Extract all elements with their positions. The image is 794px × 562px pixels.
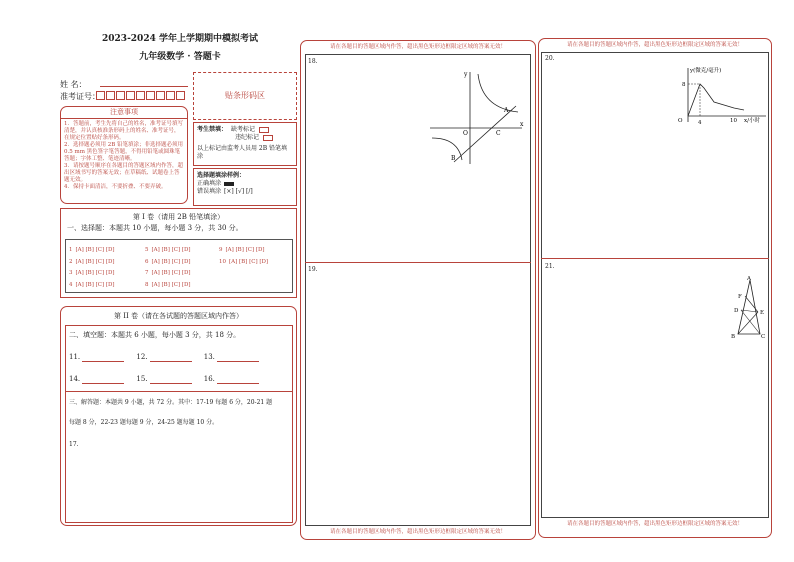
choice-row-2[interactable]: 2 [A] [B] [C] [D] <box>69 258 115 265</box>
notice-item: 3．请按题号顺序在各题目的答题区域内作答，超出区域书写的答案无效；在草稿纸、试题卷上答题无效。 <box>64 163 184 183</box>
label-eight: 8 <box>682 82 686 88</box>
id-box[interactable] <box>96 91 105 100</box>
label-x: x/小时 <box>744 118 760 124</box>
id-box[interactable] <box>116 91 125 100</box>
name-field[interactable] <box>100 86 188 87</box>
wrong-fill-marks: [×] [√] [/] <box>224 188 253 195</box>
wrong-fill-label: 错误填涂 <box>197 188 222 195</box>
question-21-number: 21. <box>545 263 555 270</box>
concentration-curve <box>688 84 744 116</box>
question-17-number: 17. <box>69 441 79 448</box>
graph-20 <box>674 64 770 128</box>
choice-col-2 <box>145 245 192 291</box>
label-four: 4 <box>698 120 702 126</box>
blank-16[interactable] <box>217 377 259 384</box>
id-box[interactable] <box>146 91 155 100</box>
status-note: 以上标记由监考人员用 2B 铅笔填涂 <box>197 145 288 160</box>
id-boxes[interactable] <box>96 91 186 100</box>
solve-instruction-2: 每题 8 分，22-23 题每题 9 分，24-25 题每题 10 分。 <box>69 419 219 426</box>
choice-row-7[interactable]: 7 [A] [B] [C] [D] <box>145 270 191 276</box>
segment-dc <box>741 310 760 334</box>
notice-item: 1．答题前，考生先将自己的姓名，准考证号填写清楚，并认真核准条形码上的姓名、准考证号，在规定位置贴好条形码。 <box>64 121 184 141</box>
id-box[interactable] <box>106 91 115 100</box>
label-o: O <box>678 118 683 124</box>
solve-instruction-1: 三、解答题：本题共 9 小题，共 72 分。其中：17-19 每题 6 分，20-21 题 <box>69 399 273 406</box>
choice-row-4[interactable]: 4 [A] [B] [C] [D] <box>69 281 115 288</box>
part2-box <box>60 306 297 526</box>
label-f: F <box>738 294 742 300</box>
fill-example-title: 选择题填涂样例： <box>197 172 246 179</box>
choice-col-1 <box>69 245 116 291</box>
label-a: A <box>504 107 509 114</box>
id-box[interactable] <box>176 91 185 100</box>
triangle-abc <box>738 280 760 334</box>
segment-fe <box>745 296 758 312</box>
warning-bottom-right: 请在各题目的答题区域内作答，超出黑色矩形边框限定区域的答案无效！ <box>566 521 743 527</box>
choice-row-1[interactable]: 1 [A] [B] [C] [D] <box>69 247 115 253</box>
status-box <box>193 122 297 166</box>
id-box[interactable] <box>136 91 145 100</box>
choice-row-8[interactable]: 8 [A] [B] [C] [D] <box>145 281 191 288</box>
blank-row-2: 14. 15. 16. <box>69 375 259 384</box>
segment-be <box>738 312 758 334</box>
graph-21 <box>730 274 770 342</box>
absent-checkbox[interactable] <box>259 127 269 133</box>
blank-13[interactable] <box>217 355 259 362</box>
name-label: 姓 名： <box>60 80 87 89</box>
divider <box>65 391 293 392</box>
violation-label: 违纪标记 <box>235 134 260 141</box>
filled-mark-icon <box>224 182 234 186</box>
choice-row-6[interactable]: 6 [A] [B] [C] [D] <box>145 258 191 265</box>
choice-row-9[interactable]: 9 [A] [B] [C] [D] <box>219 247 265 253</box>
id-box[interactable] <box>156 91 165 100</box>
correct-fill-label: 正确填涂 <box>197 180 222 187</box>
part1-instruction: 一、选择题：本题共 10 小题，每小题 3 分，共 30 分。 <box>67 224 243 232</box>
label-o: O <box>463 130 468 137</box>
part2-title: 第 II 卷（请在各试题的答题区域内作答） <box>114 312 243 320</box>
warning-bottom-middle: 请在各题目的答题区域内作答，超出黑色矩形边框限定区域的答案无效！ <box>329 529 506 535</box>
warning-top-right: 请在各题目的答题区域内作答，超出黑色矩形边框限定区域的答案无效！ <box>566 42 743 48</box>
label-x: x <box>520 121 524 128</box>
notice-item: 4．保持卡面清洁，不要折叠、不要弄破。 <box>64 184 167 190</box>
question-18-number: 18. <box>308 58 318 65</box>
blank-12[interactable] <box>150 355 192 362</box>
label-c: C <box>496 130 501 137</box>
absent-label: 缺考标记 <box>231 126 256 133</box>
barcode-label: 贴条形码区 <box>225 91 265 100</box>
blank-11[interactable] <box>82 355 124 362</box>
label-b: B <box>451 155 456 162</box>
notice-item: 2．选择题必须用 2B 铅笔填涂；非选择题必须用 0.5 mm 黑色签字笔答题，不得用铅笔或圆珠笔答题；字体工整、笔迹清晰。 <box>64 142 184 162</box>
label-d: D <box>734 308 739 314</box>
status-label: 考生禁填： <box>197 126 228 133</box>
choice-row-3[interactable]: 3 [A] [B] [C] [D] <box>69 270 115 276</box>
label-c: C <box>761 334 766 340</box>
blank-15[interactable] <box>150 377 192 384</box>
label-y: y(微克/毫升) <box>690 68 722 74</box>
middle-divider <box>305 262 531 263</box>
graph-18 <box>426 68 526 168</box>
choice-col-3 <box>219 245 269 268</box>
barcode-area <box>193 72 297 120</box>
question-19-number: 19. <box>308 266 318 273</box>
blank-14[interactable] <box>82 377 124 384</box>
label-ten: 10 <box>730 118 737 124</box>
label-e: E <box>760 310 765 316</box>
label-b: B <box>731 334 736 340</box>
part1-box <box>60 208 297 298</box>
exam-title: 2023-2024 学年上学期期中模拟考试 <box>102 34 258 44</box>
right-divider <box>541 258 769 259</box>
card-subtitle: 九年级数学 · 答题卡 <box>139 52 221 62</box>
label-y: y <box>464 71 468 78</box>
fill-example-box <box>193 168 297 206</box>
part1-title: 第 I 卷（请用 2B 铅笔填涂） <box>132 213 225 221</box>
notice-title: 注意事项 <box>61 107 187 119</box>
warning-top-middle: 请在各题目的答题区域内作答，超出黑色矩形边框限定区域的答案无效！ <box>329 44 506 50</box>
id-box[interactable] <box>126 91 135 100</box>
hyperbola-branch-1 <box>478 74 518 112</box>
label-a: A <box>747 276 751 282</box>
violation-checkbox[interactable] <box>263 135 273 141</box>
id-label: 准考证号： <box>60 92 100 101</box>
choice-row-5[interactable]: 5 [A] [B] [C] [D] <box>145 247 191 253</box>
question-20-number: 20. <box>545 55 555 62</box>
fill-instruction: 二、填空题：本题共 6 小题，每小题 3 分，共 18 分。 <box>69 331 241 339</box>
notice-box <box>60 106 188 204</box>
hyperbola-branch-2 <box>432 138 462 160</box>
choice-row-10[interactable]: 10 [A] [B] [C] [D] <box>219 258 269 265</box>
blank-row-1: 11. 12. 13. <box>69 353 259 362</box>
id-box[interactable] <box>166 91 175 100</box>
